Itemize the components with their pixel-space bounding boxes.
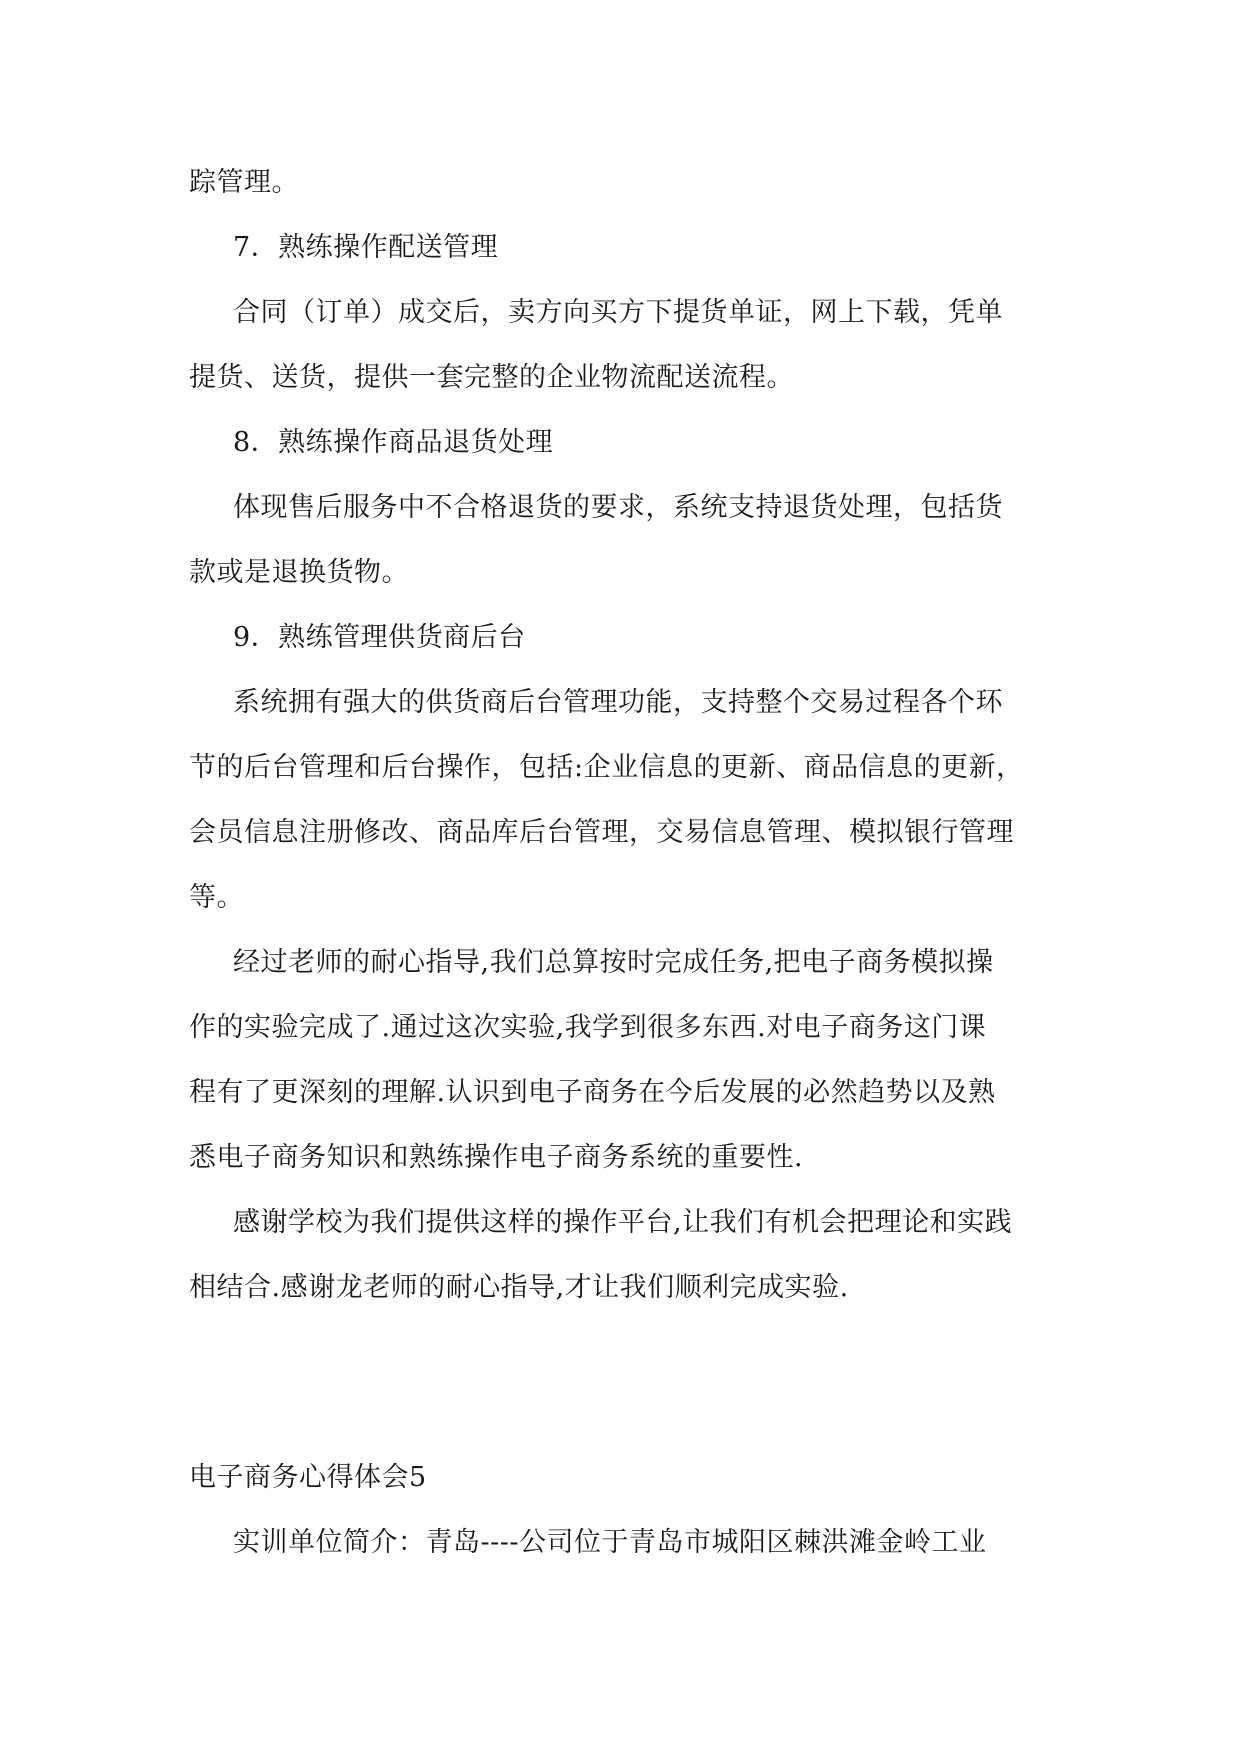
paragraph-line: 合同（订单）成交后，卖方向买方下提货单证，网上下载，凭单 <box>233 297 1003 328</box>
section-heading-8: 8．熟练操作商品退货处理 <box>233 427 554 458</box>
section-heading-7: 7．熟练操作配送管理 <box>233 232 499 263</box>
paragraph-line: 会员信息注册修改、商品库后台管理，交易信息管理、模拟银行管理 <box>189 817 1014 848</box>
section-heading-9: 9．熟练管理供货商后台 <box>233 622 526 653</box>
paragraph-line: 相结合.感谢龙老师的耐心指导,才让我们顺利完成实验. <box>189 1272 849 1303</box>
paragraph-line: 系统拥有强大的供货商后台管理功能，支持整个交易过程各个环 <box>233 687 1003 718</box>
paragraph-line: 经过老师的耐心指导,我们总算按时完成任务,把电子商务模拟操 <box>233 947 994 978</box>
paragraph-line: 程有了更深刻的理解.认识到电子商务在今后发展的必然趋势以及熟 <box>189 1077 996 1108</box>
paragraph-line: 提货、送货，提供一套完整的企业物流配送流程。 <box>189 362 794 393</box>
paragraph-line: 踪管理。 <box>189 167 299 198</box>
paragraph-line: 悉电子商务知识和熟练操作电子商务系统的重要性. <box>189 1142 804 1173</box>
section-title: 电子商务心得体会5 <box>189 1462 427 1493</box>
paragraph-line: 实训单位简介：青岛----公司位于青岛市城阳区棘洪滩金岭工业 <box>233 1527 987 1558</box>
paragraph-line: 作的实验完成了.通过这次实验,我学到很多东西.对电子商务这门课 <box>189 1012 987 1043</box>
paragraph-line: 节的后台管理和后台操作，包括:企业信息的更新、商品信息的更新， <box>189 752 1024 783</box>
paragraph-line: 感谢学校为我们提供这样的操作平台,让我们有机会把理论和实践 <box>233 1207 1013 1238</box>
paragraph-line: 款或是退换货物。 <box>189 557 409 588</box>
paragraph-line: 体现售后服务中不合格退货的要求，系统支持退货处理，包括货 <box>233 492 1003 523</box>
paragraph-line: 等。 <box>189 882 244 913</box>
